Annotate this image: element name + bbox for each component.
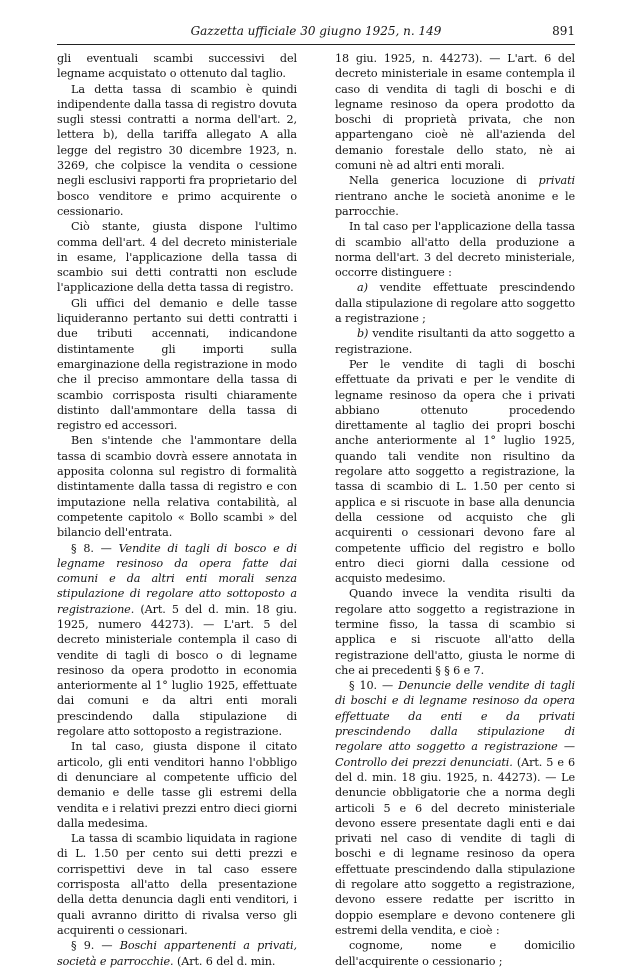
item-label: b) bbox=[357, 327, 369, 341]
list-item bbox=[335, 326, 575, 357]
section-title: Denuncie delle vendite di tagli di boschi e di legname resinoso da opera effettuate da enti e da privati prescindendo dalla stipulazione di regolare atto soggetto a registrazione — Controllo dei prezzi denunciati. bbox=[335, 679, 575, 769]
paragraph: Ben s'intende che l'ammontare della tassa di scambio dovrà essere annotata in apposita colonna sul registro di formalità distintamente dalla tassa di registro e con imputazione nella relativa contabilità, al competente capitolo « Bollo scambi » del bilancio dell'entrata. bbox=[57, 434, 297, 540]
section-number: § 10. — bbox=[349, 679, 394, 693]
section-number: § 8. — bbox=[71, 541, 112, 555]
section-text: (Art. 5 e 6 del d. min. 18 giu. 1925, n. 44273). — Le denuncie obbligatorie che a norma degli articoli 5 e 6 del decreto ministeriale devono essere presentate dagli enti e dai privati nel caso di vendite di tagli di boschi e di legname resinoso da opera effettuate prescindendo dalla stipulazione di regolare atto soggetto a registrazione, devono essere redatte per iscritto in doppio esemplare e devono contenere gli estremi della vendita, e cioè : bbox=[335, 755, 575, 937]
list-item bbox=[335, 280, 575, 326]
section-10 bbox=[335, 678, 575, 938]
paragraph: gli eventuali scambi successivi del legname acquistato o ottenuto dal taglio. bbox=[57, 52, 297, 81]
gazette-title: Gazzetta ufficiale 30 giugno 1925, n. 149 bbox=[190, 24, 442, 38]
page-header bbox=[57, 22, 575, 45]
paragraph: In tal caso, giusta dispone il citato articolo, gli enti venditori hanno l'obbligo di denunciare al competente ufficio del demanio e delle tasse gli estremi della vendita e i relativi prezzi entro dieci giorni dalla medesima. bbox=[57, 740, 297, 830]
section-title: Boschi appartenenti a privati, società e parrocchie. bbox=[57, 939, 297, 968]
paragraph: 18 giu. 1925, n. 44273). — L'art. 6 del decreto ministeriale in esame contempla il caso di vendita di tagli di boschi e di legname resinoso da opera prodotto da boschi di proprietà privata, che non appartengano cioè nè all'azienda del demanio forestale dello stato, nè ai comuni nè ad altri enti morali. bbox=[335, 52, 575, 173]
section-title: Vendite di tagli di bosco e di legname resinoso da opera fatte dai comuni e da altri enti morali senza stipulazione di regolare atto sottoposto a registrazione. bbox=[57, 541, 297, 616]
paragraph bbox=[335, 173, 575, 219]
section-number: § 9. — bbox=[71, 939, 113, 953]
section-text: (Art. 5 del d. min. 18 giu. 1925, numero 44273). — L'art. 5 del decreto ministeriale contempla il caso di vendite di tagli di bosco o di legname resinoso da opera prodotto in economia anteriormente al 1° luglio 1925, effettuate dai comuni e da altri enti morali prescindendo dalla stipulazione di regolare atto sottoposto a registrazione. bbox=[57, 602, 297, 739]
paragraph: In tal caso per l'applicazione della tassa di scambio all'atto della produzione a norma dell'art. 3 del decreto ministeriale, occorre distinguere : bbox=[335, 220, 575, 280]
page-number: 891 bbox=[552, 24, 575, 38]
paragraph: Ciò stante, giusta dispone l'ultimo comma dell'art. 4 del decreto ministeriale in esame, l'applicazione della tassa di scambio sui detti contratti non esclude l'applicazione della detta tassa di registro. bbox=[57, 220, 297, 295]
paragraph: La detta tassa di scambio è quindi indipendente dalla tassa di registro dovuta sugli stessi contratti a norma dell'art. 2, lettera b), della tariffa allegato A alla legge del registro 30 dicembre 1923, n. 3269, che colpisce la vendita o cessione negli esclusivi rapporti fra proprietario del bosco venditore e primo acquirente o cessionario. bbox=[57, 82, 297, 218]
text-run: rientrano anche le società anonime e le parrocchie. bbox=[335, 189, 575, 218]
item-label: a) bbox=[357, 281, 368, 295]
item-text: vendite effettuate prescindendo dalla stipulazione di regolare atto soggetto a registrazione ; bbox=[335, 281, 575, 326]
text-run: Nella generica locuzione di bbox=[349, 174, 527, 188]
right-column bbox=[335, 51, 575, 969]
paragraph: Per le vendite di tagli di boschi effettuate da privati e per le vendite di legname resinoso da opera che i privati abbiano ottenuto procedendo direttamente al taglio dei propri boschi anche anteriormente al 1° luglio 1925, quando tali vendite non risultino da regolare atto soggetto a registrazione, la tassa di scambio di L. 1.50 per cento si applica e si riscuote in base alla denuncia della cessione od acquisto che gli acquirenti o cessionari devono fare al competente ufficio del registro e bollo entro dieci giorni dalla cessione od acquisto medesimo. bbox=[335, 357, 575, 586]
paragraph: cognome, nome e domicilio dell'acquirente o cessionario ; bbox=[335, 939, 575, 968]
paragraph: Gli uffici del demanio e delle tasse liquideranno pertanto sui detti contratti i due tributi accennati, indicandone distintamente gli importi sulla emarginazione della registrazione in modo che il preciso ammontare della tassa di scambio corrisposta risulti chiaramente distinto dall'ammontare della tassa di registro ed accessori. bbox=[57, 296, 297, 433]
section-8 bbox=[57, 541, 297, 740]
paragraph: Quando invece la vendita risulti da regolare atto soggetto a registrazione in termine fisso, la tassa di scambio si applica e si riscuote all'atto della registrazione dell'atto, giusta le norme di che ai precedenti § § 6 e 7. bbox=[335, 587, 575, 677]
section-text: (Art. 6 del d. min. bbox=[176, 954, 276, 968]
italic-term: privati bbox=[538, 174, 575, 188]
paragraph: La tassa di scambio liquidata in ragione di L. 1.50 per cento sui detti prezzi e corrispettivi deve in tal caso essere corrisposta all'atto della presentazione della detta denuncia dagli enti venditori, i quali avranno diritto di rivalsa verso gli acquirenti o cessionari. bbox=[57, 832, 297, 937]
item-text: vendite risultanti da atto soggetto a registrazione. bbox=[335, 327, 575, 356]
section-9 bbox=[57, 938, 297, 969]
left-column bbox=[57, 51, 297, 969]
